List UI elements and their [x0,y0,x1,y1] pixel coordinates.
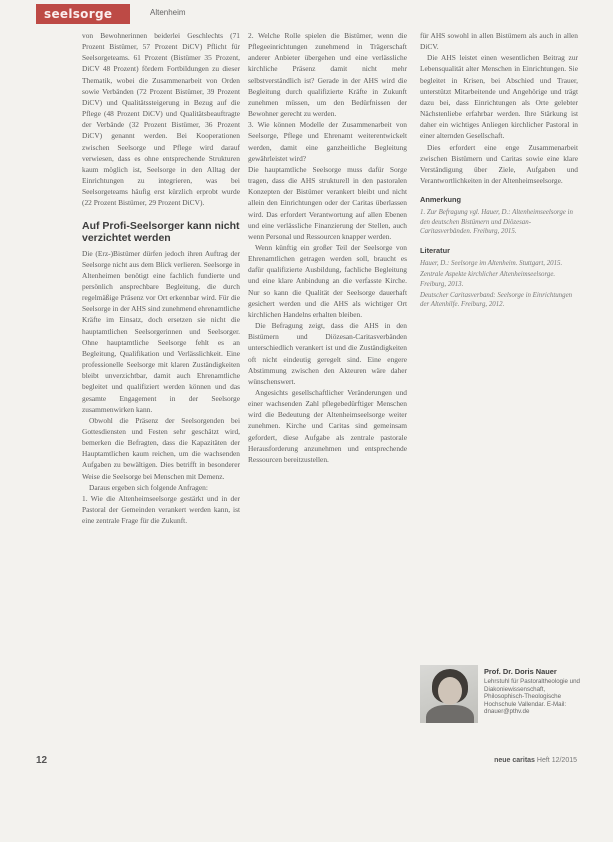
column-1 [82,30,240,526]
paragraph: Die (Erz-)Bistümer dürfen jedoch ihren Auftrag der Seelsorge nicht aus dem Blick verlieren. Seelsorge in Altenheimen benötigt eine fachlich fundierte und persönlich ansprechbare Begleitung, die durch regelmäßige Präsenz vor Ort erkennbar wird. Für die Seelsorge in der AHS sind zunehmend ehrenamtliche Kräfte im Einsatz, doch ersetzen sie nicht die hauptamtlichen Seelsorgerinnen und Seelsorger. Ohne hauptamtliche Seelsorge fehlt es an Begleitung, Qualifikation und Verlässlichkeit. Eine professionelle Seelsorge mit klaren Zuständigkeiten bleibt unverzichtbar, damit auch Ehrenamtliche begleitet und qualifiziert werden können und das gesamte Engagement in der Seelsorge zusammenwirken kann. [82,248,240,414]
page-header [0,4,613,24]
column-2 [248,30,407,465]
literature-item: Zentrale Aspekte kirchlicher Altenheimseelsorge. Freiburg, 2013. [420,271,556,288]
column-3 [420,30,578,312]
literatur-heading: Literatur [420,245,450,255]
literature-item: Hauer, D.: Seelsorge im Altenheim. Stuttgart, 2015. [420,259,563,267]
paragraph: Angesichts gesellschaftlicher Veränderungen und einer wachsenden Zahl pflegebedürftiger Menschen wird die Bedeutung der Altenheimseelsorge weiter zunehmen. Kirche und Caritas sind gemeinsam gefordert, diese Aufgabe als zentrale pastorale Herausforderung anzunehmen und entsprechende Ressourcen bereitzustellen. [248,388,407,464]
paragraph: 3. Wie können Modelle der Zusammenarbeit von Seelsorge, Pflege und Ehrenamt weiterentwickelt werden, damit eine ganzheitliche Begleitung gewährleistet wird? [248,120,407,163]
anmerkung-heading: Anmerkung [420,195,462,205]
author-box [420,665,580,725]
paragraph: 1. Wie die Altenheimseelsorge gestärkt und in der Pastoral der Gemeinden verankert werden kann, ist eine zentrale Frage für die Zukunft. [82,493,240,526]
paragraph: von Bewohnerinnen beiderlei Geschlechts (71 Prozent Bistümer, 57 Prozent DiCV) Pflicht für Seelsorgeteams. 61 Prozent (Bistümer 35 Prozent, DiCV 48 Prozent) fördern Fortbildungen zu dieser Thematik, wobei die Zusammenarbeit von Orden sowie Verbänden (72 Prozent Bistümer, 39 Prozent DiCV) und Qualitätssteigerung in Bezug auf die Pflege (48 Prozent DiCV) und Qualitätsbeauftragte der Verbände (32 Prozent Bistümer, 36 Prozent DiCV) genannt werden. Bei Kooperationen zwischen Seelsorge und Pflege wird darauf verwiesen, dass es ohne entsprechende Strukturen kaum möglich ist, Seelsorge in den Alltag der Einrichtungen zu integrieren, was bei Seelsorgeteams häufig erst kürzlich erprobt wurde (22 Prozent Bistümer, 29 Prozent DiCV). [82,31,240,208]
page-footer [0,755,613,771]
paragraph: Die AHS leistet einen wesentlichen Beitrag zur Lebensqualität alter Menschen in Einrichtungen. Sie begleitet in Krisen, bei Abschied und Trauer, unterstützt Mitarbeitende und Angehörige und trägt dazu bei, dass Einrichtungen als Orte gelebter Nächstenliebe erfahrbar werden. Ihre Stärkung ist daher ein wichtiges Anliegen kirchlicher Pastoral in einer alternden Gesellschaft. [420,53,578,141]
paragraph: Dies erfordert eine enge Zusammenarbeit zwischen Bistümern und Caritas sowie eine klare Verständigung über Ziele, Aufgaben und Verantwortlichkeiten in der Altenheimseelsorge. [420,142,578,186]
author-bio: Lehrstuhl für Pastoraltheologie und Diakoniewissenschaft, Philosophisch-Theologische Hochschule Vallendar. E-Mail: dnauer@pthv.de [484,678,580,716]
footnote: 1. Zur Befragung vgl. Hauer, D.: Altenheimseelsorge in den deutschen Bistümern und Diözesan-Caritasverbänden. Freiburg, 2015. [420,209,573,236]
page-number: 12 [36,755,48,766]
author-photo [420,665,478,723]
author-info [484,667,580,716]
section-tab: seelsorge [36,4,130,24]
paragraph: Wenn künftig ein großer Teil der Seelsorge von Ehrenamtlichen getragen werden soll, braucht es dafür qualifizierte Ausbildung, fachliche Begleitung und eine klare Anbindung an die verfasste Kirche. Nur so kann die Qualität der Seelsorge dauerhaft gesichert werden und die AHS als wichtiger Ort kirchlichen Handelns erhalten bleiben. [248,242,407,319]
issue-label: Heft 12/2015 [536,757,577,764]
author-name: Prof. Dr. Doris Nauer [484,667,557,676]
rubric-label: Altenheim [150,8,186,17]
footer-publication [494,757,577,764]
literature-item: Deutscher Caritasverband: Seelsorge in Einrichtungen der Altenhilfe. Freiburg, 2012. [420,291,573,309]
paragraph: Daraus ergeben sich folgende Anfragen: [89,482,208,492]
subheading: Auf Profi-Seelsorger kann nicht verzichtet werden [82,219,240,244]
paragraph: 2. Welche Rolle spielen die Bistümer, wenn die Pflegeeinrichtungen zunehmend in Trägerschaft anderer Anbieter übergehen und eine verlässliche kirchliche Präsenz damit nicht mehr selbstverständlich ist? Gerade in der AHS wird die Begleitung durch qualifizierte Kräfte in Zukunft zunehmen müssen, um den Bedürfnissen der Bewohner gerecht zu werden. [248,31,407,119]
paragraph: für AHS sowohl in allen Bistümern als auch in allen DiCV. [420,31,578,52]
paragraph: Obwohl die Präsenz der Seelsorgenden bei Gottesdiensten und Festen sehr geschätzt wird, bemerken die Befragten, dass die Kapazitäten der Hauptamtlichen kaum reichen, um die wachsenden Aufgaben zu bewältigen. Dies betrifft in besonderer Weise die Seelsorge bei Menschen mit Demenz. [82,415,240,481]
publication-name: neue caritas [494,757,535,764]
paragraph: Die hauptamtliche Seelsorge muss dafür Sorge tragen, dass die AHS strukturell in den pastoralen Konzepten der Bistümer verankert bleibt und nicht allein den Einrichtungen oder der Caritas überlassen wird. Das erfordert Verantwortung auf allen Ebenen und eine verlässliche Finanzierung der Stellen, auch wenn Personal und Ressourcen knapper werden. [248,164,407,241]
paragraph: Die Befragung zeigt, dass die AHS in den Bistümern und Diözesan-Caritasverbänden unterschiedlich verankert ist und die Zuständigkeiten oft nicht eindeutig geregelt sind. Eine engere Abstimmung zwischen den Akteuren wäre daher wünschenswert. [248,321,407,386]
